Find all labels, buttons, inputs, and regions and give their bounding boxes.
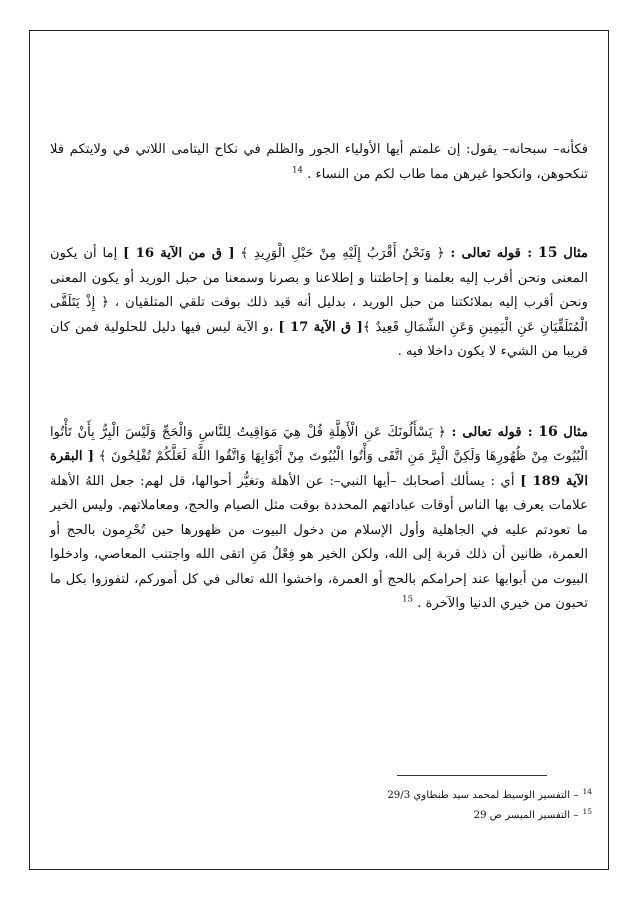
example-intro: : قوله تعالى : <box>451 424 533 440</box>
explanation-text: ،و الآية ليس فيها دليل للحلولية فمن كان قريبا من الشيء لا يكون داخلا فيه . <box>50 319 588 359</box>
quran-close-bracket: ﴾ <box>98 449 107 464</box>
example-intro: : قوله تعالى : <box>450 246 533 261</box>
quran-close-bracket: ﴾ <box>362 319 371 335</box>
footnote-item <box>387 806 592 826</box>
footnotes <box>387 786 592 826</box>
footnote-ref: 15 <box>402 594 413 605</box>
verse-reference: [ البقرة الآية 189 ] <box>50 449 588 489</box>
paragraph-intro <box>50 138 588 187</box>
quran-open-bracket: ﴿ <box>436 246 445 261</box>
footnote-text: – التفسير الوسيط لمحمد سيد طنطاوي 29/3 <box>387 790 579 801</box>
example-label: مثال <box>563 424 589 440</box>
document-body <box>50 138 588 617</box>
quran-open-bracket: ﴿ <box>438 424 446 440</box>
explanation-text: أي : يسألك أصحابك –أيها النبي–: عن الأهلة وتغيُّر أحوالها، قل لهم: جعل اللهُ الأهلة علامات يعرف بها الناس أوقات عباداتهم المحددة بوقت مثل الصيام والحج، ومعاملاتهم. وليس الخير ما تعودتم عليه في الجاهلية وأول الإسلام من دخول البيوت من ظهورها حين تُحْرِمون بالحج أو العمرة، ظانين أن ذلك قربة إلى الله، ولكن الخير هو فِعْلُ مَنِ اتقى الله واجتنب المعاصي، وادخلوا البيوت من أبوابها عند إحرامكم بالحج أو العمرة، واخشوا الله تعالى في كل أموركم، لتفوزوا بكل ما تحبون من خيري الدنيا والآخرة . <box>50 473 588 611</box>
footnote-item <box>387 786 592 806</box>
quran-open-bracket: ﴿ <box>101 295 109 310</box>
quran-close-bracket: ﴾ <box>240 246 249 261</box>
footnote-number: 14 <box>582 786 592 796</box>
example-15 <box>50 241 588 365</box>
footnote-separator <box>397 775 547 776</box>
example-label: مثال <box>563 246 589 261</box>
verse-reference: [ ق الآية 17 ] <box>278 319 363 335</box>
example-number: 15 <box>538 245 558 261</box>
example-number: 16 <box>538 423 558 440</box>
quran-verse: إِذْ يَتَلَقَّى الْمُتَلَقِّيَانِ عَنِ الْيَمِينِ وَعَنِ الشِّمَالِ قَعِيدٌ <box>50 295 588 335</box>
example-16 <box>50 420 588 617</box>
verse-reference: [ ق من الآية 16 ] <box>123 246 235 261</box>
paragraph-text: فكأنه– سبحانه– يقول: إن علمتم أيها الأولياء الجور والظلم في نكاح اليتامى اللاتي في ولايتكم فلا تنكحوهن، وانكحوا غيرهن مما طاب لكم من النساء . <box>50 142 588 182</box>
quran-verse: يَسْأَلُونَكَ عَنِ الْأَهِلَّةِ قُلْ هِيَ مَوَاقِيتُ لِلنَّاسِ وَالْحَجِّ وَلَيْسَ الْبِرُّ بِأَنْ تَأْتُوا الْبُيُوتَ مِنْ ظُهُورِهَا وَلَكِنَّ الْبِرَّ مَنِ اتَّقَى وَأْتُوا الْبُيُوتَ مِنْ أَبْوَابِهَا وَاتَّقُوا اللَّهَ لَعَلَّكُمْ تُفْلِحُونَ <box>50 424 588 464</box>
footnote-ref: 14 <box>292 165 303 176</box>
quran-verse: وَنَحْنُ أَقْرَبُ إِلَيْهِ مِنْ حَبْلِ الْوَرِيدِ <box>253 246 431 261</box>
footnote-text: – التفسير الميسر ص 29 <box>473 810 579 821</box>
footnote-number: 15 <box>582 806 592 816</box>
explanation-text: إما أن يكون المعنى ونحن أقرب إليه بعلمنا و إحاطتنا و إطلاعنا و بصرنا وسمعنا من حبل الوريد أو يكون المعنى ونحن أقرب إليه بملائكتنا من حبل الوريد ، بدليل أنه قيد ذلك بوقت تلقي المتلقيان ، <box>50 246 588 310</box>
